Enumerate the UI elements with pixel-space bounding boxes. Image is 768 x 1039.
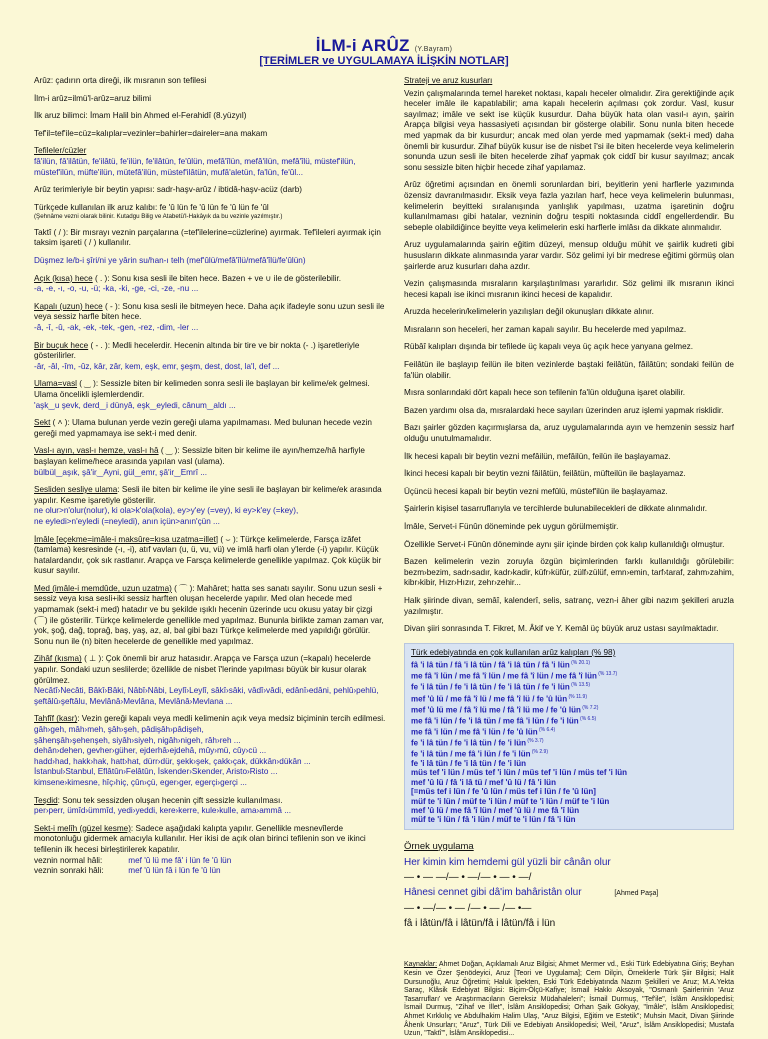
meter-text: me fâ 'i lün / me fâ 'i lün / fe 'û lün bbox=[411, 727, 538, 737]
tefileler-title: Tefileler/cüzler bbox=[34, 146, 87, 156]
later-meter-label: veznin sonraki hâli: bbox=[34, 866, 104, 876]
imale-block bbox=[34, 535, 386, 577]
rubai-note: Rübâî kalıpları dışında bir tefilede üç kapalı veya üç açık hece yanyana gelmez. bbox=[404, 342, 694, 352]
tahfif-example-5: İstanbul›Stanbul, Eflâtûn›Felâtûn, İskender›Skender, Aristo›Risto ... bbox=[34, 767, 278, 777]
servet-imale-note: İmâle, Servet-i Fünûn döneminde pek uygun görülmemiştir. bbox=[404, 522, 619, 531]
tahfif-example-2: şâhenşâh›şehenşeh, siyâh›siyeh, nigâh›nigeh, râh›reh ... bbox=[34, 735, 241, 745]
pronunciation-note: Aruzda hecelerin/kelimelerin yazılışları değil okunuşları dikkate alınır. bbox=[404, 307, 654, 317]
turkish-first-meter-text: Türkçede kullanılan ilk aruz kalıbı: fe 'û lün fe 'û lün fe 'û lün fe 'ûl bbox=[34, 202, 269, 212]
meter-percentage: (% 13.5) bbox=[569, 682, 591, 689]
teshdid-body: Sonu tek sessizden oluşan hecenin çift sessizle kullanılması. bbox=[62, 795, 283, 805]
med-title: Med (imâle-i memdûde, uzun uzatma) bbox=[34, 583, 172, 593]
example-block bbox=[404, 842, 734, 932]
sekt-i-melih-title: Sekt-i melîh (güzel kesme) bbox=[34, 823, 131, 833]
ulama-block bbox=[34, 379, 386, 411]
tahfif-title: Tahfîf (kasr) bbox=[34, 714, 78, 724]
meter-text: mef 'û lü / me fâ 'î lün / mef 'û lü / me fâ 'î lün bbox=[411, 805, 580, 815]
zihaf-block bbox=[34, 654, 386, 707]
meter-row bbox=[411, 768, 727, 777]
line-end-syllables-note: Mısra sonlarındaki dört kapalı hece son tefilenin fa'lün olduğuna işaret olabilir. bbox=[404, 388, 686, 398]
meter-row bbox=[411, 806, 727, 815]
meter-text: müf te 'i lün / fâ 'i lün / müf te 'i lün / fâ 'i lün bbox=[411, 815, 576, 825]
example-title: Örnek uygulama bbox=[404, 840, 474, 852]
meter-text: müs tef 'i lün / müs tef 'i lün / müs tef 'i lün / müs tef 'i lün bbox=[411, 768, 628, 778]
acik-hece-title: Açık (kısa) hece bbox=[34, 273, 93, 283]
meter-text: fe 'i lâ tün / me fâ 'i lün / fe 'i lün bbox=[411, 749, 531, 759]
meter-text: fe 'i lâ tün / fe 'i lâ tün / fe 'i lâ tün / fe 'i lün bbox=[411, 683, 570, 693]
ulama-body: ( ‿ ): Sessizle biten bir kelimeden sonra sesli ile başlayan bir kelime/ek gelmesi. Ulama öncelikli işlemlerdendir. bbox=[34, 379, 370, 399]
left-column bbox=[34, 76, 386, 884]
sekt-i-melih-body: Sadece aşağıdaki kalıpta yapılır. Genellikle mesnevîlerde monotonluğu gidermek amacıyla kullanılır. Her ikisi de açık olan birinci tefilenin son ve ikinci tefilenin ilk hecesi birleştirilerek kapatılır. bbox=[34, 823, 366, 854]
teshdid-title: Teşdid bbox=[34, 795, 58, 805]
meter-text: mef 'û lü me / fâ 'î lü me / fâ 'î lü me / fe 'û lün bbox=[411, 705, 581, 715]
meter-percentage: (% 7.2) bbox=[580, 704, 599, 711]
imale-body: ( ⌣ ): Türkçe kelimelerde, Farsça izâfet (tamlama) kesresinde (-ı, -i), atıf vavları (u, ü, vu, vü) ve imlâ harfi olan y'lerde (-i) yapılır. Küçük hatalardandır, çok sık rastlanır. Arapça ve Farsça kelimelerde genellikle yapılmaz. Çok küçük bir kusur sayılır. bbox=[34, 534, 382, 576]
later-meter-row bbox=[34, 866, 386, 877]
example-line-1: Her kimin kim hemdemi gül yüzli bir cânân olur bbox=[404, 857, 611, 869]
aruz-definition: Arûz: çadırın orta direği, ilk mısranın son tefilesi bbox=[34, 76, 207, 85]
later-meter-value: mef 'û lün fâ i lün fe 'û lün bbox=[128, 866, 221, 876]
normal-meter-label: veznin normal hâli: bbox=[34, 855, 103, 865]
example-line-2-row bbox=[404, 885, 734, 901]
line-end-note: Mısraların son heceleri, her zaman kapalı sayılır. Bu hecelerde med yapılmaz. bbox=[404, 324, 687, 334]
meter-row bbox=[411, 759, 727, 768]
tefil-definition: Tef'il=tef'ile=cüz=kalıplar=vezinler=bahirler=daireler=ana makam bbox=[34, 128, 268, 138]
acik-hece-body: ( . ): Sonu kısa sesli ile biten hece. Bazen + ve ∪ ile de gösterilebilir. bbox=[94, 273, 342, 283]
common-meters-box bbox=[404, 643, 734, 830]
sesli-ulama-title: Sesliden sesliye ulama bbox=[34, 485, 118, 495]
birbucuk-hece-block bbox=[34, 341, 386, 373]
tahfif-block: Tahfîf (kasr): Vezin gereği kapalı veya medli kelimenin açık veya medsiz biçiminin tercih edilmesi. gâh›geh, mâh›meh, şâh›şeh, pâdişâh›pâdişeh, şâhenşâh›şehenşeh, siyâh›siyeh, nigâh›nigeh, râh›reh ... dehân›dehen, gevher›güher, ejderhâ›ejdehâ, mûy›mü, cûy›cü ... hadd›had, hakk›hak, hatt›hat, dürr›dür, şekk›şek, çakk›çak, dükkân›dükân ... İstanbul›Stanbul, Eflâtûn›Felâtûn, İskender›Skender, Aristo›Risto ... kimsene›kimesne, hîç›hiç, çûn›çü, eger›ger, egerçi›gerçi ... bbox=[34, 714, 386, 787]
meter-text: [=müs tef i lün / fe 'û lün / müs tef i lün / fe 'û lün] bbox=[411, 787, 596, 797]
sekt-title: Sekt bbox=[34, 418, 51, 428]
kapali-hece-block bbox=[34, 302, 386, 334]
meter-text: mef 'û lü / me fâ 'î lü / me fâ 'î lü / fe 'û lün bbox=[411, 694, 568, 704]
meter-percentage: (% 3.7) bbox=[526, 737, 544, 744]
turkish-first-meter-note: (Şehnâme vezni olarak bilinir. Kutadgu Bilig ve Atabetü'l-Hakâyık da bu vezinle yazılmıştır.) bbox=[34, 213, 283, 221]
vasl-block bbox=[34, 446, 386, 478]
third-syllable-note: Üçüncü hecesi kapalı bir beytin vezni mefûlü, müstef'ilün ile başlayamaz. bbox=[404, 486, 668, 496]
meter-percentage: (% 13.7) bbox=[596, 671, 618, 678]
common-meters-list bbox=[411, 659, 727, 824]
birbucuk-hece-body: ( - . ): Medli hecelerdir. Hecenin altında bir tire ve bir nokta (- .) işaretleriyle gösterilirler. bbox=[34, 340, 360, 361]
tefileler-list: fâ'ilün, fâ'ilâtün, fe'ilâtü, fe'ilün, fe'ilâtün, fe'ûlün, mefâ'îlün, mefâ'ilün, mefâ'îlü, müstef'ilün, müstef'ilün, müfte'ilün, mütefâ'ilün, müstef'ilâtün, mufâ'aletün, fa'lün, fe'ûl... bbox=[34, 156, 356, 177]
page-title-text: İLM-i ARÛZ bbox=[315, 36, 410, 55]
vasl-example: bülbül‿aşık, şâ'ir‿Ayni, gül‿emr, şâ'ir‿Emrî ... bbox=[34, 467, 208, 477]
meter-row bbox=[411, 715, 727, 726]
tahfif-example-1: gâh›geh, mâh›meh, şâh›şeh, pâdişâh›pâdişeh, bbox=[34, 725, 204, 734]
folk-poetry-note: Halk şiirinde divan, semâî, kalenderî, selis, satranç, vezn-i âher gibi nazım şekilleri aruzla yazılmıştır. bbox=[404, 595, 734, 616]
feilatun-note: Feilâtün ile başlayıp feilün ile biten vezinlerde baştaki feilâtün, fâilâtün; sondaki feilün de fa'lün olabilir. bbox=[404, 360, 734, 380]
author-note: (Y.Bayram) bbox=[414, 46, 453, 53]
example-source: [Ahmed Paşa] bbox=[614, 890, 659, 898]
acik-hece-example: -a, -e, -ı, -o, -u, -ü; -ka, -ki, -ge, -ci, -ze, -nu ... bbox=[34, 284, 199, 294]
meter-text: fe 'i lâ tün / fe 'i lâ tün / fe 'i lün bbox=[411, 758, 527, 768]
references-text: Ahmet Doğan, Açıklamalı Aruz Bilgisi; Ahmet Mermer vd., Eski Türk Edebiyatına Giriş; Beyhan Kesin ve Özer Şenödeyici, Aruz [Teori ve Uygulama]; Cem Dilçin, Örneklerle Türk Şiir Bilgisi; Halit Dursunoğlu, Aruz Öğretimi; Haluk İpekten, Eski Türk Edebiyatında Nazım Şekilleri ve Aruz; M.A.Yekta Saraç, Klâsik Edebiyat Bilgisi: Biçim-Ölçü-Kafiye; İsmail Hakkı Aksoyak, "Osmanlı Şairlerinin 'Aruz Tasarrufları' ve Araştırmacıların Gereksiz Müdahaleleri"; İsmail Durmuş, "Tef'ile", İslâm Ansiklopedisi; İsmail Durmuş, "Zihaf ve İllet", İslâm Ansiklopedisi; Orhan Şaik Gökyay, "İmâle", İslâm Ansiklopedisi; Ahmet Kırkkılıç ve Abdulhakim Halim Ulaş, "Aruz Bilgisi, Eğitim ve Estetik"; Muhsin Macit, Divan Şiirinde Âhenk Unsurları; "Aruz", Türk Dili ve Edebiyatı Ansiklopedisi; Weil, "Aruz", İslâm Ansiklopedisi; Mustafa Uzun, "Taktî'", İslâm Ansiklopedisi... bbox=[404, 961, 734, 1038]
servet-multi-meter-note: Özellikle Servet-i Fünûn döneminde aynı şiir içinde birden çok kalıp kullanıldığı olmuştur. bbox=[404, 539, 725, 549]
syllable-count-note: Bazen yardımı olsa da, mısralardaki hece sayıları üzerinden aruz işlemi yapmak risklidir. bbox=[404, 405, 724, 415]
meter-row bbox=[411, 659, 727, 670]
turkish-first-meter bbox=[34, 203, 386, 221]
takti-example: Düşmez le/b-i şîri/ni ye yârin su/han-ı telh (mef'ûlü/mefâ'îlü/mefâ'îlü/fe'ûlün) bbox=[34, 256, 306, 266]
normal-meter-value: mef 'û lü me fâ' i lün fe 'û lün bbox=[128, 855, 232, 865]
practice-body: Aruz uygulamalarında şairin eğitim düzeyi, mensup olduğu mühit ve şairlik kudreti gibi hususların dikkate alınmasında yarar vardır. Söz gelimi iyi bir medrese eğitimi görmüş olan şairlerde aruz kusurları daha azdır. bbox=[404, 240, 734, 271]
meter-text: me fâ 'î lün / me fâ 'î lün / me fâ 'î lün / me fâ 'î lün bbox=[411, 672, 597, 682]
teshdid-example: per›perr, ümîd›ümmîd, yedi›yeddi, kere›kerre, kule›kulle, ama›ammâ ... bbox=[34, 806, 292, 816]
right-column bbox=[404, 76, 734, 1039]
sekt-block bbox=[34, 418, 386, 439]
sekt-body: ( ˄ ): Ulama bulunan yerde vezin gereği ulama yapılmaması. Med bulunan hecede vezin gereği med yapmamaya ise sekt-i med denir. bbox=[34, 418, 372, 438]
meter-text: müf te 'i lün / müf te 'i lün / müf te 'i lün / müf te 'i lün bbox=[411, 796, 610, 806]
meter-row bbox=[411, 748, 727, 759]
meter-percentage: (% 2.9) bbox=[530, 748, 549, 755]
references-label: Kaynaklar: bbox=[404, 961, 438, 969]
meter-percentage: (% 6.5) bbox=[578, 715, 597, 722]
ilmi-aruz-definition: İlm-i arûz=ilmü'l-arûz=aruz bilimi bbox=[34, 93, 152, 103]
acik-hece-block bbox=[34, 274, 386, 295]
med-block bbox=[34, 584, 386, 648]
birbucuk-hece-example: -âr, -âl, -îm, -ûz, kâr, zâr, kem, eşk, emr, şeşm, dest, dost, la'l, def ... bbox=[34, 361, 280, 371]
sesli-ulama-block: Sesliden sesliye ulama: Sesli ile biten bir kelime ile yine sesli ile başlayan bir kelime/ek arasında yapılır. Kesme işaretiyle gösterilir. ne olur>n'olur(nolur), ki ola>k'ola(kola), ey>y'ey (=vey), ki ey>k'ey (=key), ne eyledi>n'eyledi (=neyledi), anın içün>anın'çün ... bbox=[34, 485, 386, 527]
meter-text: fe 'i lâ tün / fe 'i lâ tün / fe 'i lün bbox=[411, 738, 527, 748]
divan-masters-note: Divan şiiri sonrasında T. Fikret, M. Âkif ve Y. Kemâl üç büyük aruz ustası sayılmaktadır. bbox=[404, 624, 719, 634]
meter-percentage: (% 11.9) bbox=[567, 693, 587, 700]
zihaf-example: Necâtî›Necâti, Bâkî›Bâki, Nâbî›Nâbi, Leylî›Leylî, sâkî›sâki, vâdî›vâdi, edânî›edâni, pehlû›pehlü, şeftâlû›şeftâlu, Mevlânâ›Mevlâna, Mevlânâ›Mevlana ... bbox=[34, 686, 379, 706]
meter-row bbox=[411, 787, 727, 796]
takti-definition: Taktî ( / ): Bir mısrayı veznin parçalarına (=tef'ilelerine=cüzlerine) ayırmak. Tef'ileleri ayırmak için taksim işareti ( / ) kullanılır. bbox=[34, 227, 381, 248]
meter-row bbox=[411, 797, 727, 806]
meter-percentage: (% 20.1) bbox=[569, 660, 591, 667]
meter-row bbox=[411, 726, 727, 737]
meter-row bbox=[411, 778, 727, 787]
imale-title: İmâle [eçekme=imâle-i maksûre=kısa uzatma=illet] bbox=[34, 534, 219, 544]
sesli-ulama-example-1: ne olur>n'olur(nolur), ki ola>k'ola(kola), ey>y'ey (=vey), ki ey>k'ey (=key), bbox=[34, 506, 299, 516]
meter-row bbox=[411, 681, 727, 692]
example-scansion-1: — • — —/— • —/— • — • —/ bbox=[404, 872, 532, 884]
vezin-body: Vezin çalışmasında mısraların karşılaştırılması yararlıdır. Söz gelimi ilk mısranın ikinci hecesi kapalı ise ikinci mısranın ikinci hecesi de kapalıdır. bbox=[404, 279, 734, 299]
med-body: ( ⌒ ): Mahâret; hatta ses sanatı sayılır. Sonu uzun sesli + sessiz veya kısa sesli+iki sessiz harften oluşan hecelerde yapılır. Med olan hecede med yapmamak (sekt-i med) hatadır ve bu şekilde ışıklı hecenin üzerinde ucu okusu yatay bir çizgi (⌒) ile gösterilir. Türkçe kelimelerde genellikle med yapılmaz. Bununla birlikte zaman zaman var, yok, şoğ, dağ, toprağ, baş, yaş, az, al, bal gibi bazı Türkçe kelimelerde med yapıldığı görülür. Sonu nun ile (n) biten hecelerde de genellikle med yapılmaz. bbox=[34, 583, 384, 646]
ulama-title: Ulama=vasl bbox=[34, 379, 78, 389]
kapali-hece-example: -â, -î, -û, -ak, -ek, -tek, -gen, -rez, -dim, -ler ... bbox=[34, 323, 199, 332]
common-meters-title: Türk edebiyatında en çok kullanılan arûz kalıpları (% 98) bbox=[411, 647, 616, 657]
sesli-ulama-body: Sesli ile biten bir kelime ile yine sesli ile başlayan bir kelime/ek arasında yapılır. Kesme işaretiyle gösterilir. bbox=[34, 485, 382, 505]
meter-text: mef 'û lü / fâ 'i lâ tü / mef 'û lü / fâ 'i lün bbox=[411, 777, 556, 787]
sesli-ulama-example-2: ne eyledi>n'eyledi (=neyledi), anın içün>anın'çün ... bbox=[34, 516, 220, 526]
example-meter: fâ i lâtün/fâ i lâtün/fâ i lâtün/fâ i lün bbox=[404, 918, 556, 930]
second-syllable-note: İkinci hecesi kapalı bir beytin vezni fâilâtün, feilâtün, müfteilün ile başlayamaz. bbox=[404, 469, 686, 479]
beyit-structure: Arûz terimleriyle bir beytin yapısı: sadr-haşv-arûz / ibtidâ-haşv-acüz (darb) bbox=[34, 185, 303, 195]
teaching-body: Arûz öğretimi açısından en önemli sorunlardan biri, beyitlerin yeni harflerle yazımında özensiz davranılmasıdır. Eksik veya fazla yazılan harf, hece veya kelimelerin bulunması, kelimelerin beyitteki sıralanışında yanlışlık yapılması, uzatma işaretinin doğru kullanılmaması gibi hatalar, vezninin doğru tespiti noktasında ciddî engellerdendir. Bu sebeple olabildiğince beyitte veya kelimelerin eski harflerle imlâsı da dikkate alınmalıdır. bbox=[404, 180, 734, 232]
teshdid-block: Teşdid: Sonu tek sessizden oluşan hecenin çift sessizle kullanılması. per›perr, ümîd›ümmîd, yedi›yeddi, kere›kerre, kule›kulle, ama›ammâ ... bbox=[34, 796, 386, 817]
meter-row bbox=[411, 704, 727, 715]
ayin-hemze-note: Bazı şairler gözden kaçırmışlarsa da, aruz uygulamalarında ayın ve hemzenin sessiz harf olduğu unutulmamalıdır. bbox=[404, 423, 734, 444]
example-line-2: Hânesi cennet gibi dâ'im bahâristân olur bbox=[404, 887, 582, 899]
page-subtitle: [TERİMLER ve UYGULAMAYA İLİŞKİN NOTLAR] bbox=[259, 55, 509, 67]
meter-row bbox=[411, 670, 727, 681]
example-scansion-2: — • —/— • — /— • — /— •— bbox=[404, 903, 532, 915]
vasl-body: ( ‿ ): Sessizle biten bir kelime ile ayın/hemze/hâ harfiyle başlayan kelime/hece arasında yapılan vasl (ulama). bbox=[34, 446, 365, 466]
meter-percentage: (% 6.4) bbox=[537, 726, 556, 733]
poet-preference-note: Şairlerin kişisel tasarruflarıyla ve tercihlerde bulunabilecekleri de dikkate alınmalıdır. bbox=[404, 504, 708, 514]
meter-row bbox=[411, 737, 727, 748]
meter-row bbox=[411, 815, 727, 824]
tahfif-body: Vezin gereği kapalı veya medli kelimenin açık veya medsiz biçiminin tercih edilmesi. bbox=[81, 714, 386, 724]
meter-row bbox=[411, 693, 727, 704]
zihaf-body: ( ⊥ ): Çok önemli bir aruz hatasıdır. Arapça ve Farsça uzun (=kapalı) hecelerde yapılır. Sondaki uzun seslilerde; özellikle de nisbet î'lerinde yapılması büyük bir kusur olarak görülmez. bbox=[34, 654, 371, 685]
strategy-title: Strateji ve aruz kusurları bbox=[404, 76, 493, 85]
tahfif-example-4: hadd›had, hakk›hak, hatt›hat, dürr›dür, şekk›şek, çakk›çak, dükkân›dükân ... bbox=[34, 756, 311, 766]
zihaf-title: Zihâf (kısma) bbox=[34, 654, 82, 664]
takti-block bbox=[34, 228, 386, 249]
kapali-hece-title: Kapalı (uzun) hece bbox=[34, 301, 103, 311]
normal-meter-row bbox=[34, 856, 386, 867]
page-title bbox=[0, 36, 768, 56]
meter-text: me fâ 'i lün / fe 'i lâ tün / me fâ 'i lün / fe 'i lün bbox=[411, 716, 579, 726]
sekt-i-melih-block: Sekt-i melîh (güzel kesme): Sadece aşağıdaki kalıpta yapılır. Genellikle mesnevîlerde monotonluğu gidermek amacıyla kullanılır. Her ikisi de açık olan birinci tefilenin son ve ikinci tefilenin ilk hecesi birleştirilerek kapatılır. veznin normal hâli: mef 'û lü me fâ' i lün fe 'û lün veznin sonraki hâli: mef 'û lün fâ i lün fe 'û lün bbox=[34, 824, 386, 877]
vasl-title: Vasl-ı ayın, vasl-ı hemze, vasl-ı hâ bbox=[34, 446, 159, 456]
meter-text: fâ 'i lâ tün / fâ 'i lâ tün / fâ 'i lâ tün / fâ 'i lün bbox=[411, 661, 570, 670]
tefileler-block bbox=[34, 146, 386, 178]
birbucuk-hece-title: Bir buçuk hece bbox=[34, 340, 89, 350]
tahfif-example-6: kimsene›kimesne, hîç›hiç, çûn›çü, eger›ger, egerçi›gerçi ... bbox=[34, 777, 247, 787]
strategy-body: Vezin çalışmalarında temel hareket noktası, kapalı heceler olmalıdır. Zira gerektiğinde açık heceler imâle ile kapatılabilir; ama kapalı hecelerin açılması çok zordur. Vasl, kusur sayılmaz; imâle ve sekt ise küçük kusurdur. Daha büyük hata olan vasıl-ı ayın, şairin Arapça bilgisi veya hassasiyeti açısından bir gösterge olabilir. Sonu nunla biten hecede med yapmak da bir kusurdur; ancak med olan yerde med yapmamak (sekt-i med) daha önemli bir kusurdur. Zihaf büyük kusur ise de nisbet î'si ile biten hecelerde veya kelimelerin sonunda uzun sesli ile biten hecelerde zihaf yapmak çok ciddî bir kusur sayılmaz; ancak sonu sessizle biten hiçbir hecede zihaf yapılamaz. bbox=[404, 88, 734, 172]
ulama-example: 'aşk‿u şevk, derd‿i dünyâ, eşk‿eyledi, cânum‿aldı ... bbox=[34, 400, 236, 410]
kapali-hece-body: ( - ): Sonu kısa sesli ile bitmeyen hece. Daha açık ifadeyle sonu uzun sesli ile veya sessiz harfle biten hece. bbox=[34, 301, 385, 322]
first-syllable-note: İlk hecesi kapalı bir beytin vezni mefâilün, mefâilün, feilün ile başlayamaz. bbox=[404, 451, 671, 461]
word-form-note: Bazen kelimelerin vezin zoruyla özgün biçimlerinden farklı kullanıldığı görülebilir: bezm›bezim, sadr›sadır, kadr›kadir, küfr›küfür, zülf›zülüf, emn›emin, tarf›taraf, zahm›zahim, kibr›kibir, Hızr›Hızır, zehr›zehir... bbox=[404, 557, 734, 588]
references bbox=[404, 961, 734, 1038]
tahfif-example-3: dehân›dehen, gevher›güher, ejderhâ›ejdehâ, mûy›mü, cûy›cü ... bbox=[34, 746, 267, 756]
first-scholar: İlk aruz bilimci: İmam Halil bin Ahmed el-Ferahidî (8.yüzyıl) bbox=[34, 111, 247, 121]
